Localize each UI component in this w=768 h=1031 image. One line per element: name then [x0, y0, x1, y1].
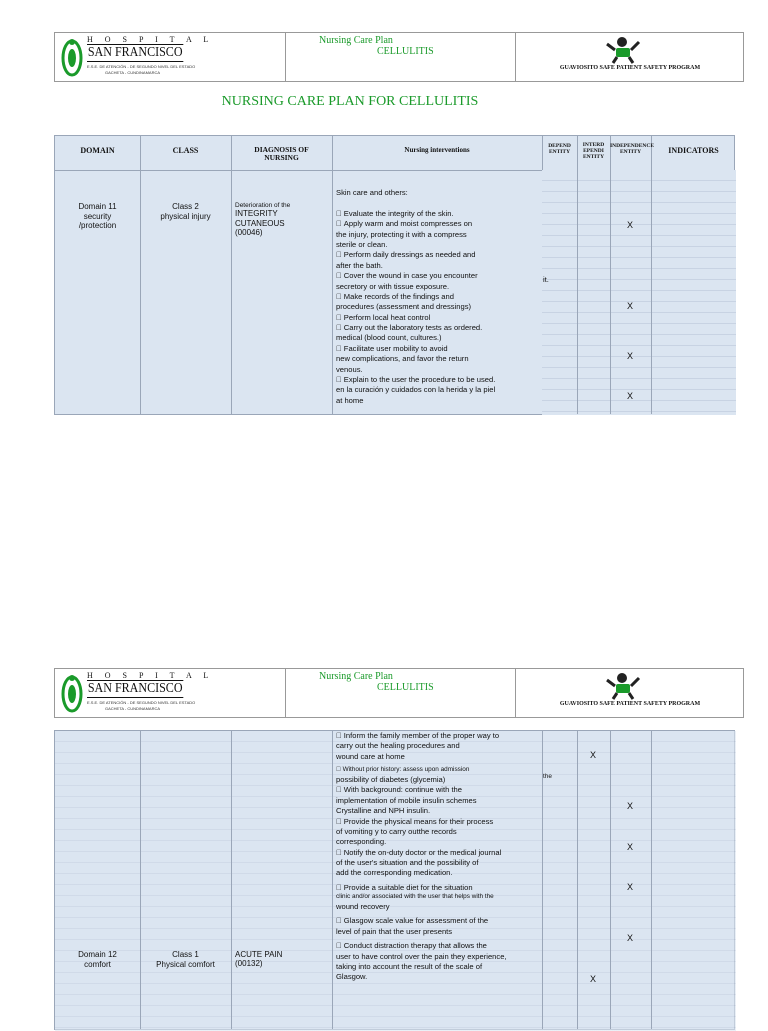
hospital-logo-cell [55, 33, 286, 81]
header-indicators: INDICATORS [668, 146, 719, 155]
header-dependent: DEPEND ENTITY [548, 143, 571, 155]
row1-interventions: Skin care and others: Evaluate the integrity of the skin. Apply warm and moist compresses on the injury, protecting it with a compress sterile or clean. Perform daily dressings as needed and after the bath. Cover the wound in case you encounter secretory or with tissue exposure. Make records of the findings and procedures (assessment and dressings) Perform local heat control Carry out the laboratory tests as ordered. medical (blood count, cultures.) Facilitate user mobility to avoid new complications, and favor the return venous. Explain to the user the procedure to be used. en la curación y cuidados con la herida y la piel at home [336, 188, 496, 405]
row1-mark-4: X [627, 391, 634, 401]
hospital-emblem-icon [61, 37, 83, 77]
program-name: GUAVIOSITO SAFE PATIENT SAFETY PROGRAM [559, 65, 701, 71]
header-interventions: Nursing interventions [404, 146, 470, 154]
header-title: Nursing Care Plan [319, 35, 393, 46]
care-plan-table [54, 135, 735, 415]
mascot-figure-icon [603, 36, 643, 64]
row1-mark-3: X [627, 351, 634, 361]
row2-mark-5: X [627, 933, 634, 943]
header-title: Nursing Care Plan [319, 671, 393, 682]
header-subtitle: CELLULITIS [377, 682, 434, 693]
page-header-2 [54, 668, 744, 718]
row1-mark-1: X [627, 220, 634, 230]
logo-address: E.S.E. DE ATENCIÓN - DE SEGUNDO NIVEL DEL ESTADO [87, 64, 196, 69]
page-header [54, 32, 744, 82]
logo-address: E.S.E. DE ATENCIÓN - DE SEGUNDO NIVEL DEL ESTADO [87, 700, 196, 705]
row1-overflow-text: it. [543, 275, 549, 284]
row2-class: Class 1 Physical comfort [156, 950, 215, 969]
header-title-cell [285, 33, 516, 81]
row2-mark-3: X [627, 842, 634, 852]
program-logo-cell [515, 33, 745, 81]
hospital-logo-cell-2 [55, 669, 286, 717]
row2-diagnosis: ACUTE PAIN (00132) [235, 950, 283, 969]
program-name: GUAVIOSITO SAFE PATIENT SAFETY PROGRAM [559, 701, 701, 707]
row1-class: Class 2 physical injury [160, 202, 211, 221]
row2-mark-6: X [590, 974, 597, 984]
logo-hospital-name: SAN FRANCISCO [87, 45, 183, 60]
program-logo-cell-2 [515, 669, 745, 717]
row2-domain: Domain 12 comfort [78, 950, 117, 969]
header-subtitle: CELLULITIS [377, 46, 434, 57]
row2-overflow-text: the [543, 773, 552, 780]
row1-diagnosis: Deterioration of the INTEGRITY CUTANEOUS (00046) [235, 202, 291, 237]
header-domain: DOMAIN [80, 146, 115, 155]
logo-location: GACHETA - CUNDINAMARCA [105, 70, 161, 75]
mascot-figure-icon [603, 672, 643, 700]
row2-mark-1: X [590, 750, 597, 760]
row1-domain: Domain 11 security /protection [78, 202, 117, 231]
row2-mark-4: X [627, 882, 634, 892]
header-independent: INDEPENDENCE ENTITY [610, 143, 655, 155]
logo-hospital-name: SAN FRANCISCO [87, 681, 183, 696]
row2-interventions: Inform the family member of the proper way to carry out the healing procedures and wound care at home Without prior history: assess upon admission possibility of diabetes (glycemia) With background: continue with the implementation of mobile insulin schemes Crystalline and NPH insulin. Provide the physical means for their process of vomiting y to carry outthe records corresponding. Notify the on-duty doctor or the medical journal of the user's situation and the possibility of add the corresponding medication. Provide a suitable diet for the situation clinic and/or associated with the user that helps with the wound recovery Glasgow scale value for assessment of the level of pain that the user presents Conduct distraction therapy that allows the user to have control over the pain they experience, taking into account the result of the scale of Glasgow. [336, 731, 507, 982]
row1-mark-2: X [627, 301, 634, 311]
logo-hospital-label: H O S P I T A L [87, 671, 214, 680]
header-diagnosis: DIAGNOSIS OF NURSING [254, 145, 309, 162]
header-title-cell-2 [285, 669, 516, 717]
logo-hospital-label: H O S P I T A L [87, 35, 214, 44]
care-plan-table-2 [54, 730, 735, 1030]
hospital-emblem-icon [61, 673, 83, 713]
page-title: NURSING CARE PLAN FOR CELLULITIS [221, 94, 479, 109]
row2-mark-2: X [627, 801, 634, 811]
logo-location: GACHETA - CUNDINAMARCA [105, 706, 161, 711]
header-class: CLASS [172, 146, 199, 155]
header-interdependent: INTERD EPENDI ENTITY [582, 142, 605, 160]
